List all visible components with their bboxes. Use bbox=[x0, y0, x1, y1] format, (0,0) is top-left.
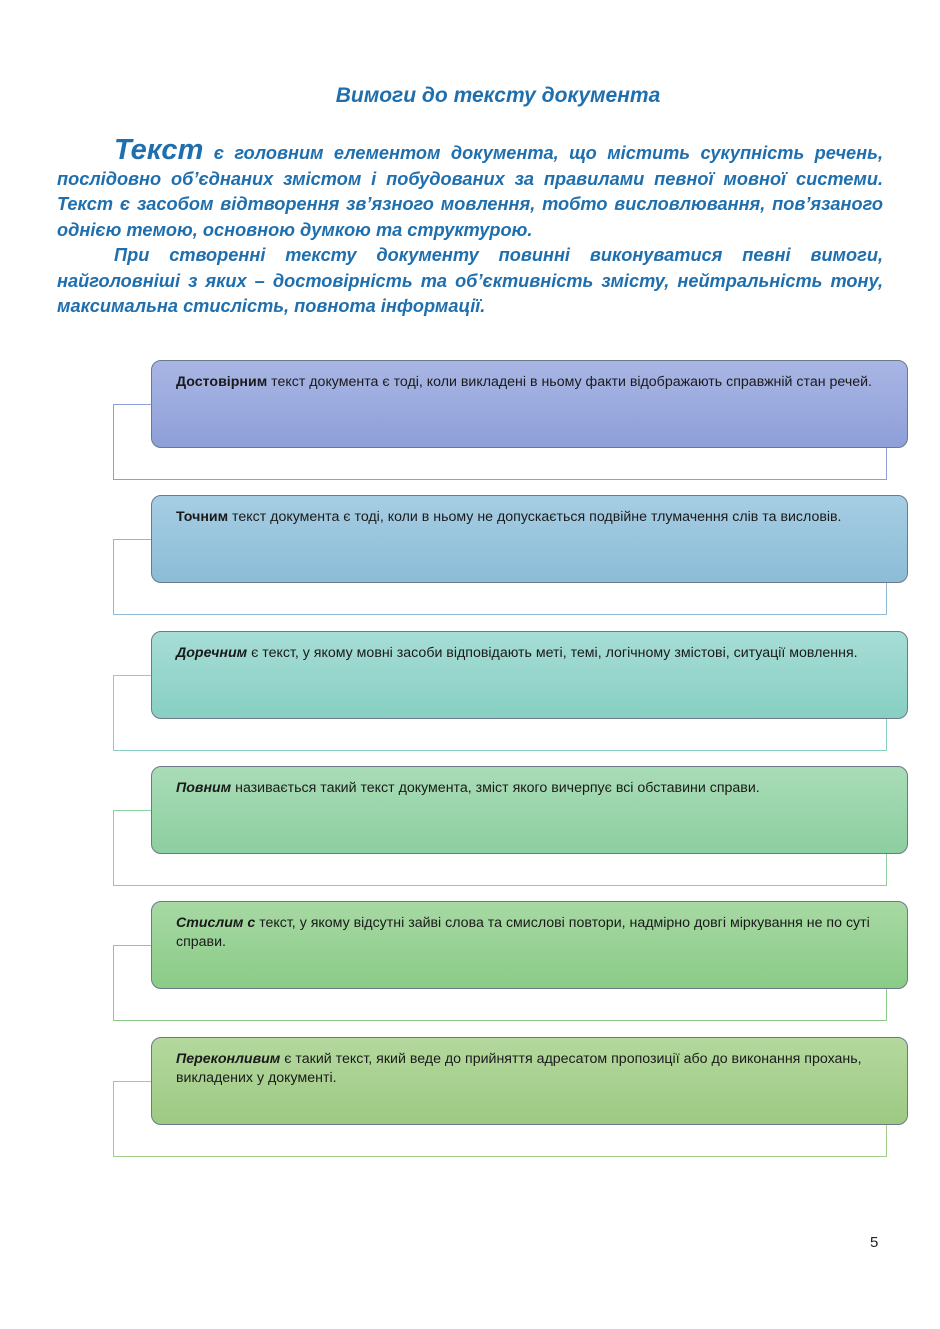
requirement-text: текст, у якому відсутні зайві слова та смислові повтори, надмірно довгі міркування не по суті справи. bbox=[176, 915, 870, 950]
requirement-text: є текст, у якому мовні засоби відповідають меті, темі, логічному змістові, ситуації мовлення. bbox=[247, 645, 858, 661]
page-title: Вимоги до тексту документа bbox=[335, 84, 661, 107]
requirement-text: текст документа є тоді, коли в ньому не допускається подвійне тлумачення слів та висловів. bbox=[228, 509, 842, 525]
requirement-text: є такий текст, який веде до прийняття адресатом пропозиції або до виконання прохань, викладених у документі. bbox=[176, 1051, 862, 1086]
intro-paragraph-1-text: є головним елементом документа, що містить сукупність речень, послідовно об’єднаних змістом і побудованих за правилами певної мовної системи. Текст є засобом відтворення зв’язного мовлення, тобто висловлювання, пов’язаного однією темою, основною думкою та структурою. bbox=[57, 143, 883, 240]
requirement-item-appropriate bbox=[113, 631, 887, 751]
intro-section bbox=[57, 134, 883, 320]
requirement-item-concise bbox=[113, 901, 887, 1021]
requirement-box bbox=[151, 1037, 908, 1125]
requirement-item-complete bbox=[113, 766, 887, 886]
requirement-term: Стислим с bbox=[176, 915, 256, 931]
requirement-item-reliable bbox=[113, 360, 887, 480]
requirement-text: текст документа є тоді, коли викладені в ньому факти відображають справжній стан речей. bbox=[267, 374, 872, 390]
requirement-box bbox=[151, 901, 908, 989]
intro-paragraph-2: При створенні тексту документу повинні виконуватися певні вимоги, найголовніші з яких – достовірність та об’єктивність змісту, нейтральність тону, максимальна стислість, повнота інформації. bbox=[57, 245, 883, 316]
lead-word: Текст bbox=[114, 134, 204, 166]
requirement-term: Доречним bbox=[176, 645, 248, 661]
requirement-box bbox=[151, 766, 908, 854]
requirement-term: Переконливим bbox=[176, 1051, 281, 1067]
requirement-text: називається такий текст документа, зміст якого вичерпує всі обставини справи. bbox=[231, 780, 760, 796]
requirement-box bbox=[151, 495, 908, 583]
requirement-term: Повним bbox=[176, 780, 232, 796]
requirement-box bbox=[151, 360, 908, 448]
requirement-item-precise bbox=[113, 495, 887, 615]
requirement-box bbox=[151, 631, 908, 719]
requirement-term: Достовірним bbox=[176, 374, 268, 390]
intro-paragraph-1 bbox=[57, 134, 883, 243]
requirement-term: Точним bbox=[176, 509, 229, 525]
requirement-item-persuasive bbox=[113, 1037, 887, 1157]
page-number: 5 bbox=[870, 1234, 879, 1251]
